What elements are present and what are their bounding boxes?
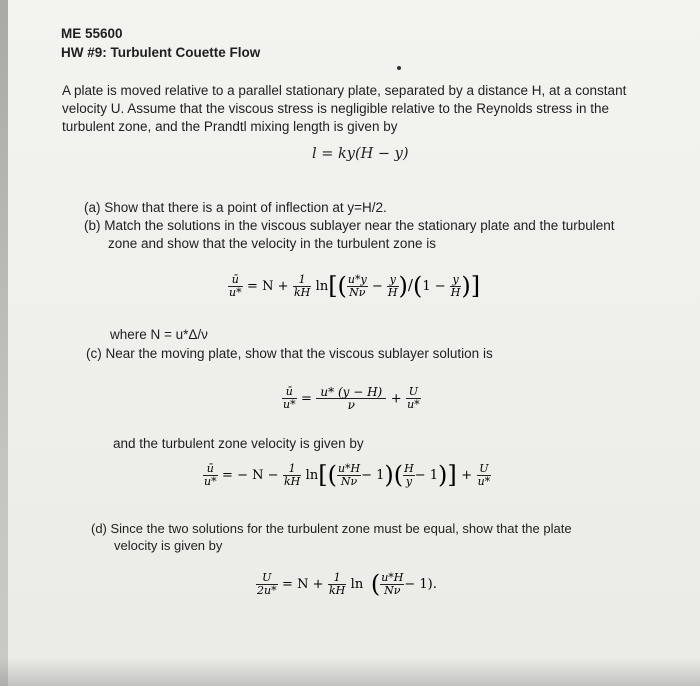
- eq5-coef: $\frac{1}{kH}$: [328, 570, 346, 597]
- eq2-ln: ln: [315, 279, 329, 295]
- problem-statement: [62, 82, 662, 136]
- eq2-term2: $\frac{y}{H}$: [387, 272, 398, 299]
- eq2-mid: = N +: [247, 279, 289, 295]
- eq3-mid: $\frac{u* (y - H)}{\nu}$: [316, 386, 386, 411]
- page-title: HW #9: Turbulent Couette Flow: [61, 45, 261, 60]
- bottom-shadow: [0, 658, 700, 686]
- eq3-lhs: $\frac{ū}{u*}$: [283, 385, 296, 411]
- eq4-lhs: $\frac{ū}{u*}$: [204, 461, 217, 488]
- eq3-rhs: $\frac{U}{u*}$: [407, 385, 420, 411]
- course-number: ME 55600: [61, 26, 123, 41]
- moving-plate-turbulent-equation: $\frac{ū}{u*}$ = − N − $\frac{1}{kH}$ ln[( $\frac{u*H}{N\nu}$ − 1)( $\frac{H}{y}$ − 1)] + $\frac{U}{u*}$: [204, 461, 491, 489]
- eq4-coef: $\frac{1}{kH}$: [283, 461, 301, 488]
- plate-velocity-equation: $\frac{U}{2u*}$ = N + $\frac{1}{kH}$ ln ( $\frac{u*H}{N\nu}$ − 1).: [257, 570, 437, 598]
- intro-line-3: turbulent zone, and the Prandtl mixing length is given by: [62, 119, 398, 134]
- part-b-line-1: (b) Match the solutions in the viscous sublayer near the stationary plate and the turbulent: [84, 218, 615, 233]
- intro-line-1: A plate is moved relative to a parallel stationary plate, separated by a distance H, at a constant: [62, 83, 627, 98]
- where-definition: where N = u*Δ/ν: [110, 327, 208, 342]
- part-c-turbulent: and the turbulent zone velocity is given by: [113, 436, 364, 451]
- turbulent-zone-equation: $\frac{ū}{u*}$ = N + $\frac{1}{kH}$ ln[( $\frac{u*y}{N\nu}$ − $\frac{y}{H}$ )/(1 − $\frac{y}{H}$ )]: [229, 272, 481, 300]
- eq4-term2: $\frac{H}{y}$: [404, 461, 414, 488]
- part-c: (c) Near the moving plate, show that the viscous sublayer solution is: [86, 346, 493, 361]
- intro-line-2: velocity U. Assume that the viscous stress is negligible relative to the Reynolds stress in the: [62, 101, 610, 116]
- eq2-term1: $\frac{u*y}{N\nu}$: [347, 272, 367, 299]
- eq5-term1: $\frac{u*H}{N\nu}$: [381, 570, 404, 597]
- eq5-lhs: $\frac{U}{2u*}$: [257, 570, 277, 597]
- part-d-line-1: (d) Since the two solutions for the turbulent zone must be equal, show that the plate: [91, 521, 572, 536]
- eq4-rhs: $\frac{U}{u*}$: [477, 461, 491, 488]
- speck-mark: [397, 66, 401, 70]
- mixing-length-equation: l = ky(H − y): [312, 146, 409, 162]
- eq2-coef: $\frac{1}{kH}$: [293, 272, 311, 299]
- part-a: (a) Show that there is a point of inflection at y=H/2.: [84, 200, 387, 215]
- eq2-lhs: $\frac{ū}{u*}$: [229, 272, 242, 299]
- eq2-term3: $\frac{y}{H}$: [450, 272, 461, 299]
- part-d-line-2: velocity is given by: [114, 538, 223, 553]
- part-b-line-2: zone and show that the velocity in the turbulent zone is: [108, 236, 436, 251]
- eq4-term1: $\frac{u*H}{N\nu}$: [337, 461, 361, 488]
- viscous-sublayer-equation: $\frac{ū}{u*}$ = $\frac{u* (y - H)}{\nu}$ + $\frac{U}{u*}$: [283, 385, 420, 412]
